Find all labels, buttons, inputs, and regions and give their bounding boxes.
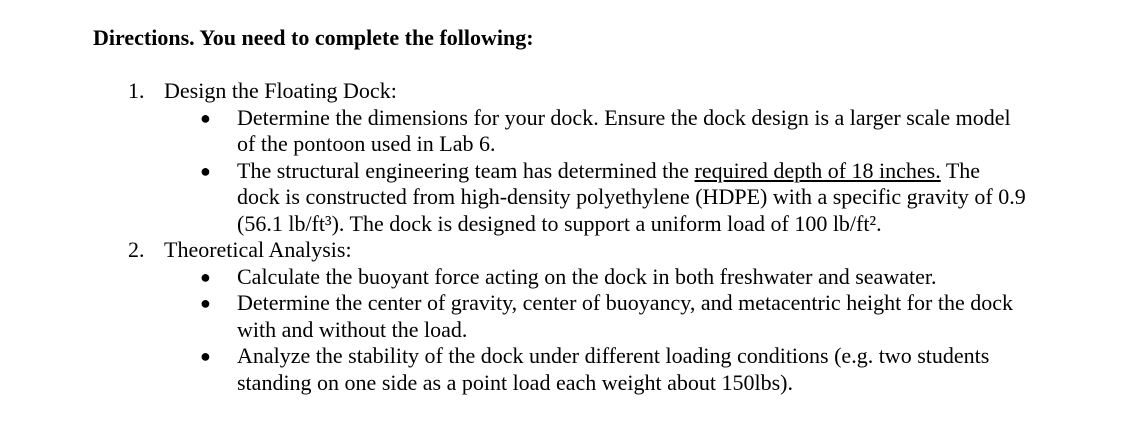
bullet-text-end: The dock is constructed from high-density polyethylene (HDPE) with a specific gravity of 0.9 (56.1 lb/ft³). The dock is designed to support a uniform load of 100 lb/ft². [237,157,1026,236]
analysis-bullets [0,264,1129,397]
bullet-icon: ● [200,346,211,366]
item-number: 2. [128,237,145,262]
bullet-item [200,157,1027,238]
bullet-icon: ● [200,293,211,313]
bullet-text-start: The structural engineering team has determined the [237,157,695,183]
item-number: 1. [128,78,145,103]
numbered-list [0,78,1129,396]
item-title: Design the Floating Dock: [164,78,397,103]
bullet-text: Determine the dimensions for your dock. Ensure the dock design is a larger scale model of the pontoon used in Lab 6. [237,104,1011,156]
bullet-icon: ● [200,160,211,181]
bullet-item [200,104,1027,158]
bullet-row [0,290,1129,343]
bullet-item [200,263,1027,291]
bullet-text: Calculate the buoyant force acting on the dock in both freshwater and seawater. [237,263,937,289]
directions-heading: Directions. You need to complete the following: [93,25,534,50]
bullet-row [0,343,1129,396]
bullet-item [200,343,1027,396]
list-item-analysis [0,237,1129,264]
design-bullets [0,105,1129,238]
bullet-text: Determine the center of gravity, center of buoyancy, and metacentric height for the dock with and without the load. [237,290,1013,342]
bullet-icon: ● [200,107,211,128]
bullet-row [0,264,1129,291]
bullet-row [0,105,1129,158]
bullet-row [0,158,1129,238]
list-item-design [0,78,1129,105]
bullet-text: Analyze the stability of the dock under different loading conditions (e.g. two students standing on one side as a point load each weight about 150lbs). [237,343,990,395]
item-title: Theoretical Analysis: [164,237,352,262]
required-depth-text: required depth of 18 inches. [694,157,941,183]
bullet-item [200,290,1027,343]
bullet-icon: ● [200,266,211,287]
